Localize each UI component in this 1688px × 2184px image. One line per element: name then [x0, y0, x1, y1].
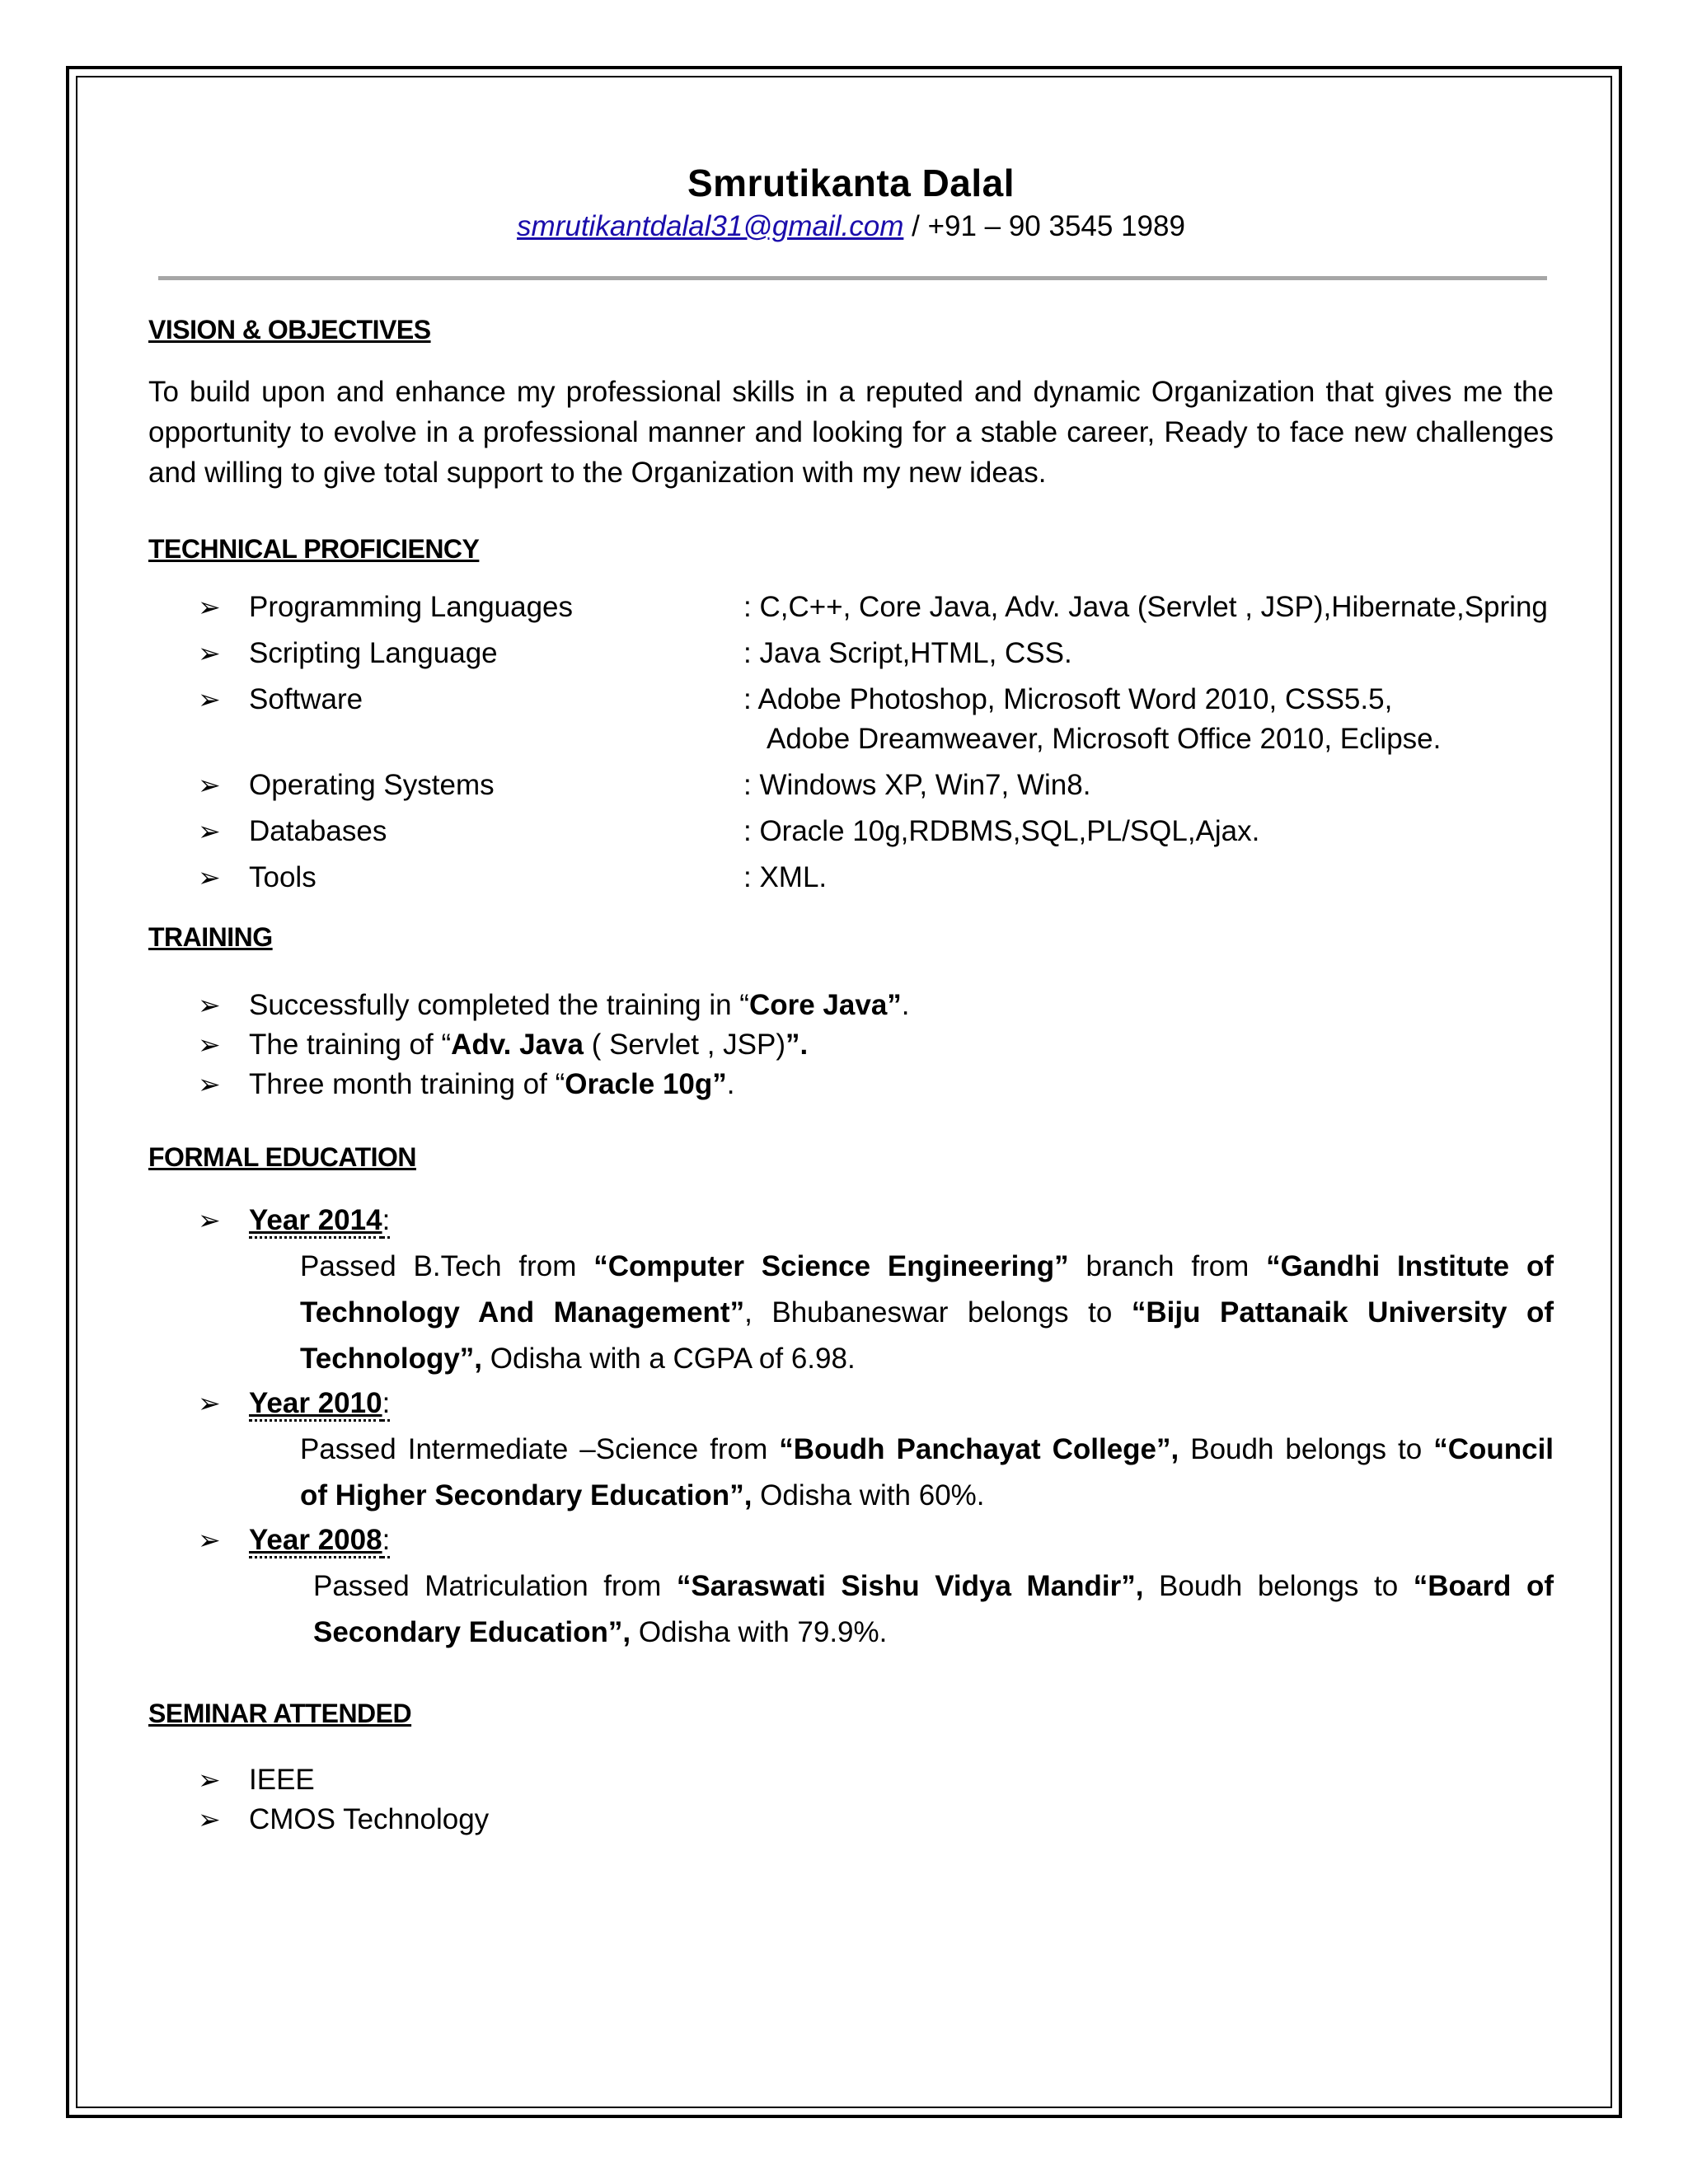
arrow-bullet-icon: ➢ — [198, 1205, 221, 1235]
education-entry — [148, 1384, 1554, 1519]
contact-separator: / — [903, 210, 928, 242]
training-item — [148, 1025, 1554, 1065]
arrow-bullet-icon: ➢ — [198, 1804, 221, 1835]
education-year-colon: : — [382, 1525, 391, 1558]
tech-value: : C,C++, Core Java, Adv. Java (Servlet , JSP),Hibernate,Spring — [743, 591, 1548, 623]
education-year-colon: : — [382, 1388, 391, 1422]
education-list — [148, 1201, 1554, 1656]
arrow-bullet-icon: ➢ — [198, 816, 221, 846]
arrow-bullet-icon: ➢ — [198, 1525, 221, 1555]
tech-item — [148, 634, 1554, 673]
education-text-part: Passed Matriculation from — [313, 1570, 677, 1602]
education-description — [300, 1244, 1554, 1382]
training-bold: Oracle 10g” — [565, 1068, 727, 1100]
education-text-part: “Saraswati Sishu Vidya Mandir”, — [676, 1570, 1144, 1602]
education-text-part: , Bhubaneswar belongs to — [744, 1296, 1132, 1329]
contact-line — [148, 210, 1554, 243]
tech-label-spacer — [249, 719, 743, 759]
training-item — [148, 1065, 1554, 1104]
education-text-part: “Computer Science Engineering” — [593, 1250, 1069, 1282]
training-prefix: The training of “ — [249, 1029, 452, 1061]
tech-item — [148, 858, 1554, 898]
education-text-part: “Boudh Panchayat College”, — [779, 1433, 1179, 1465]
tech-row — [249, 634, 1554, 673]
education-year-line — [249, 1384, 1554, 1423]
training-suffix: . — [901, 989, 910, 1021]
education-text-part: Odisha with 60%. — [752, 1479, 985, 1511]
education-description — [300, 1427, 1554, 1519]
education-year-line — [249, 1201, 1554, 1240]
education-description — [313, 1563, 1554, 1656]
tech-label: Scripting Language — [249, 637, 498, 669]
training-suffix: ( Servlet , JSP) — [583, 1029, 786, 1061]
education-text-part: Boudh belongs to — [1179, 1433, 1434, 1465]
resume-content — [148, 161, 1554, 1840]
tech-item — [148, 680, 1554, 759]
education-text-part: Odisha with 79.9%. — [631, 1616, 888, 1648]
tech-row — [249, 680, 1554, 719]
seminar-list — [148, 1760, 1554, 1840]
arrow-bullet-icon: ➢ — [198, 638, 221, 668]
technical-list — [148, 588, 1554, 898]
arrow-bullet-icon: ➢ — [198, 862, 221, 893]
tech-item — [148, 812, 1554, 851]
tech-row — [249, 766, 1554, 805]
section-heading-technical: TECHNICAL PROFICIENCY — [148, 534, 480, 564]
tech-value: : Oracle 10g,RDBMS,SQL,PL/SQL,Ajax. — [743, 815, 1260, 847]
education-year-line — [249, 1521, 1554, 1560]
arrow-bullet-icon: ➢ — [198, 1388, 221, 1418]
training-bold-end: ”. — [785, 1029, 809, 1061]
arrow-bullet-icon: ➢ — [198, 1069, 221, 1099]
tech-label: Databases — [249, 815, 387, 847]
education-text-part: “Biju Pattanaik University of Technology”, — [300, 1296, 1554, 1375]
tech-item — [148, 588, 1554, 627]
tech-row — [249, 858, 1554, 898]
seminar-label: IEEE — [249, 1764, 315, 1796]
seminar-item — [148, 1760, 1554, 1800]
training-bold: Core Java” — [748, 989, 902, 1021]
education-year: Year 2010 — [249, 1388, 382, 1422]
education-text-part: “Board of Secondary Education”, — [313, 1570, 1554, 1648]
training-bold: Adv. Java — [451, 1029, 584, 1061]
education-text-part: Odisha with a CGPA of 6.98. — [482, 1343, 856, 1375]
education-year: Year 2008 — [249, 1525, 382, 1558]
arrow-bullet-icon: ➢ — [198, 1029, 221, 1060]
education-text-part: branch from — [1068, 1250, 1267, 1282]
training-item — [148, 986, 1554, 1025]
arrow-bullet-icon: ➢ — [198, 684, 221, 715]
arrow-bullet-icon: ➢ — [198, 770, 221, 800]
tech-row-continuation — [249, 719, 1554, 759]
tech-label: Programming Languages — [249, 591, 574, 623]
tech-label: Software — [249, 683, 363, 715]
education-text-part: Boudh belongs to — [1143, 1570, 1414, 1602]
tech-value: : Java Script,HTML, CSS. — [743, 637, 1072, 669]
vision-paragraph: To build upon and enhance my professional skills in a reputed and dynamic Organization that gives me the opportunity to evolve in a professional manner and looking for a stable career, Ready to face new challenges and willing to give total support to the Organization with my new ideas. — [148, 376, 1554, 489]
arrow-bullet-icon: ➢ — [198, 990, 221, 1020]
phone-number: +91 – 90 3545 1989 — [927, 210, 1185, 242]
education-text-part: “Gandhi Institute of Technology And Management” — [300, 1250, 1554, 1329]
tech-value-continuation: Adobe Dreamweaver, Microsoft Office 2010, Eclipse. — [767, 723, 1442, 755]
education-entry — [148, 1201, 1554, 1382]
tech-value: : Adobe Photoshop, Microsoft Word 2010, CSS5.5, — [743, 683, 1393, 715]
tech-row — [249, 812, 1554, 851]
seminar-item — [148, 1800, 1554, 1840]
training-prefix: Successfully completed the training in “ — [249, 989, 749, 1021]
candidate-name: Smrutikanta Dalal — [687, 162, 1015, 204]
tech-value: : Windows XP, Win7, Win8. — [743, 769, 1091, 801]
email-link[interactable]: smrutikantdalal31@gmail.com — [517, 210, 904, 242]
education-text-part: Passed Intermediate –Science from — [300, 1433, 780, 1465]
section-heading-vision: VISION & OBJECTIVES — [148, 315, 431, 344]
arrow-bullet-icon: ➢ — [198, 1765, 221, 1795]
section-heading-seminar: SEMINAR ATTENDED — [148, 1699, 412, 1728]
tech-value: : XML. — [743, 861, 828, 893]
education-year-colon: : — [382, 1205, 391, 1239]
training-suffix: . — [726, 1068, 735, 1100]
education-text-part: “Council of Higher Secondary Education”, — [300, 1433, 1554, 1511]
tech-label: Operating Systems — [249, 769, 495, 801]
education-year: Year 2014 — [249, 1205, 382, 1239]
education-text-part: Passed B.Tech from — [300, 1250, 594, 1282]
training-prefix: Three month training of “ — [249, 1068, 565, 1100]
education-entry — [148, 1521, 1554, 1656]
seminar-label: CMOS Technology — [249, 1803, 490, 1835]
arrow-bullet-icon: ➢ — [198, 592, 221, 622]
tech-label: Tools — [249, 861, 316, 893]
training-list — [148, 986, 1554, 1104]
section-heading-education: FORMAL EDUCATION — [148, 1142, 417, 1172]
tech-row — [249, 588, 1554, 627]
tech-item — [148, 766, 1554, 805]
section-heading-training: TRAINING — [148, 922, 273, 952]
